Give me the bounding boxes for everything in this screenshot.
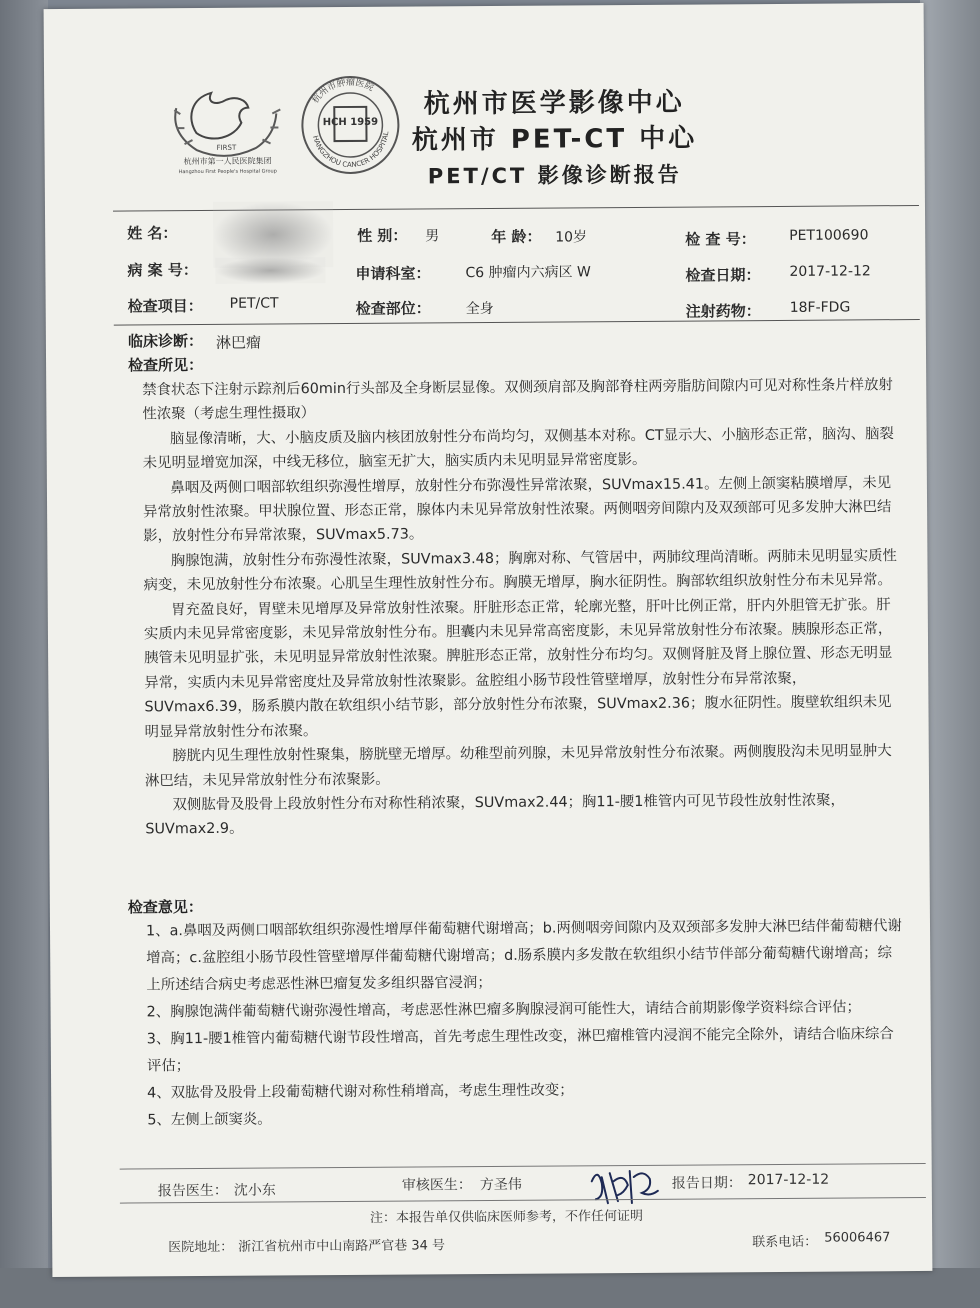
- phone-label: 联系电话：: [752, 1234, 818, 1251]
- exam-no-value: PET100690: [789, 227, 869, 244]
- center-title-2: 杭州市 PET-CT 中心: [411, 123, 698, 156]
- findings-label: 检查所见：: [128, 355, 204, 375]
- findings-paragraph: 禁食状态下注射示踪剂后60min行头部及全身断层显像。双侧颈肩部及胸部脊柱两旁脂肪间隙内可见对称性条片样放射性浓聚（考虑生理性摄取）: [142, 377, 893, 423]
- findings-paragraph: 脑显像清晰，大、小脑皮质及脑内核团放射性分布尚均匀，双侧基本对称。CT显示大、小脑形态正常，脑沟、脑裂未见明显增宽加深，中线无移位，脑室无扩大，脑实质内未见明显异常密度影。: [142, 425, 894, 472]
- findings-paragraph: 鼻咽及两侧口咽部软组织弥漫性增厚，放射性分布弥漫性异常浓聚，SUVmax15.41。左侧上颌窦粘膜增厚，未见异常放射性浓聚。甲状腺位置、形态正常，腺体内未见异常放射性浓聚。两侧咽旁间隙内及双颈部可见多发肿大淋巴结影，放射性分布异常浓聚，SUVmax5.73。: [143, 474, 892, 545]
- opinion-label: 检查意见：: [127, 897, 203, 917]
- center-title-1: 杭州市医学影像中心: [423, 87, 685, 120]
- hospital-logo-ring-en: HANGZHOU CANCER HOSPITAL: [311, 130, 391, 170]
- opinion-item: 3、胸11-腰1椎管内葡萄糖代谢节段性增高，首先考虑生理性改变，淋巴瘤椎管内浸润不能完全除外，请结合临床综合评估；: [146, 1026, 894, 1075]
- review-doctor-label: 审核医生：: [401, 1177, 472, 1194]
- hospital-logo-text: HCH 1959: [322, 116, 379, 129]
- exam-part-label: 检查部位：: [355, 299, 431, 318]
- divider-patient-info: [114, 319, 920, 326]
- opinion-item: 2、胸腺饱满伴葡萄糖代谢弥漫性增高，考虑恶性淋巴瘤多胸腺浸润可能性大，请结合前期影像学资料综合评估；: [146, 999, 861, 1021]
- opinion-item: 1、a.鼻咽及两侧口咽部软组织弥漫性增厚伴葡萄糖代谢增高；b.两侧咽旁间隙内及双颈部多发肿大淋巴结伴葡萄糖代谢增高；c.盆腔组小肠节段性管壁增厚伴葡萄糖代谢增高；d.肠系膜内多发散在软组织小结节伴部分葡萄糖代谢增高；综上所述结合病史考虑恶性淋巴瘤复发多组织器官浸润；: [145, 918, 902, 994]
- age-value: 10岁: [555, 229, 588, 246]
- name-label: 姓 名：: [127, 224, 178, 243]
- report-paper: [44, 3, 933, 1277]
- address-value: 浙江省杭州市中山南路严官巷 34 号: [238, 1238, 446, 1255]
- gender-value: 男: [425, 228, 440, 245]
- divider-signature: [120, 1163, 926, 1170]
- findings-paragraph: 双侧肱骨及股骨上段放射性分布对称性稍浓聚，SUVmax2.44；胸11-腰1椎管内可见节段性放射性浓聚，SUVmax2.9。: [145, 792, 845, 838]
- age-label: 年 龄：: [491, 227, 542, 246]
- report-doctor-value: 沈小东: [233, 1182, 276, 1199]
- exam-no-label: 检 查 号：: [685, 230, 756, 249]
- dept-label: 申请科室：: [355, 264, 431, 283]
- review-doctor-value: 方圣伟: [479, 1176, 522, 1194]
- dept-value: C6 肿瘤内六病区 W: [465, 264, 591, 282]
- report-title-block: [374, 84, 735, 195]
- phone-value: 56006467: [824, 1230, 891, 1246]
- exam-date-label: 检查日期：: [685, 266, 761, 285]
- hospital-group-logo: [156, 77, 299, 178]
- handwritten-signature: [588, 1163, 662, 1208]
- exam-part-value: 全身: [465, 300, 494, 318]
- drug-value: 18F-FDG: [789, 299, 851, 316]
- opinion-item: 4、双肱骨及股骨上段葡萄糖代谢对称性稍增高，考虑生理性改变；: [147, 1082, 574, 1102]
- report-doctor-label: 报告医生：: [157, 1182, 228, 1200]
- group-logo-name: FIRST: [216, 143, 237, 152]
- findings-body: [142, 373, 905, 842]
- record-no-label: 病 案 号：: [127, 261, 198, 280]
- findings-paragraph: 胃充盈良好，胃壁未见增厚及异常放射性浓聚。肝脏形态正常，轮廓光整，肝叶比例正常，肝内外胆管无扩张。肝实质内未见异常密度影，未见异常放射性分布。胆囊内未见异常高密度影，未见异常放射性分布浓聚。胰腺形态正常，胰管未见明显扩张，未见明显异常放射性浓聚。脾脏形态正常，放射性分布均匀。双侧肾脏及肾上腺位置、形态无明显异常，实质内未见异常密度灶及异常放射性浓聚影。盆腔组小肠节段性管壁增厚，放射性分布异常浓聚，SUVmax6.39，肠系膜内散在软组织小结节影，部分放射性分布浓聚，SUVmax2.36；腹水征阴性。腹壁软组织未见明显异常放射性分布浓聚。: [143, 596, 893, 741]
- hospital-logo-ring-cn: 杭州市肿瘤医院: [310, 77, 376, 106]
- findings-paragraph: 膀胱内见生理性放射性聚集，膀胱壁无增厚。幼稚型前列腺，未见异常放射性分布浓聚。两侧腹股沟未见明显肿大淋巴结，未见异常放射性分布浓聚影。: [144, 743, 892, 789]
- findings-paragraph: 胸腺饱满，放射性分布弥漫性浓聚，SUVmax3.48；胸廓对称、气管居中，两肺纹理尚清晰。两肺未见明显实质性病变，未见放射性分布浓聚。心肌呈生理性放射性分布。胸膜无增厚，胸水征阴性。胸部软组织放射性分布未见异常。: [143, 547, 897, 594]
- opinion-body: [146, 913, 907, 1134]
- address-label: 医院地址：: [168, 1239, 234, 1256]
- opinion-item: 5、左侧上颌窦炎。: [147, 1111, 272, 1129]
- record-no-redaction: [215, 257, 325, 284]
- report-title: PET/CT 影像诊断报告: [427, 162, 682, 189]
- exam-date-value: 2017-12-12: [789, 263, 871, 280]
- report-date-value: 2017-12-12: [747, 1171, 830, 1189]
- exam-item-label: 检查项目：: [127, 296, 203, 316]
- drug-label: 注射药物：: [685, 302, 761, 321]
- desk-left: [0, 0, 48, 1308]
- exam-item-value: PET/CT: [229, 295, 279, 312]
- clinical-diagnosis-value: 淋巴瘤: [215, 333, 261, 352]
- clinical-diagnosis-label: 临床诊断：: [127, 331, 203, 351]
- disclaimer-note: 注：本报告单仅供临床医师参考，不作任何证明: [369, 1208, 644, 1226]
- gender-label: 性 别：: [357, 226, 408, 245]
- group-logo-text-en: Hangzhou First People's Hospital Group: [178, 168, 277, 176]
- group-logo-text-cn: 杭州市第一人民医院集团: [183, 156, 272, 167]
- report-date-label: 报告日期：: [671, 1175, 742, 1192]
